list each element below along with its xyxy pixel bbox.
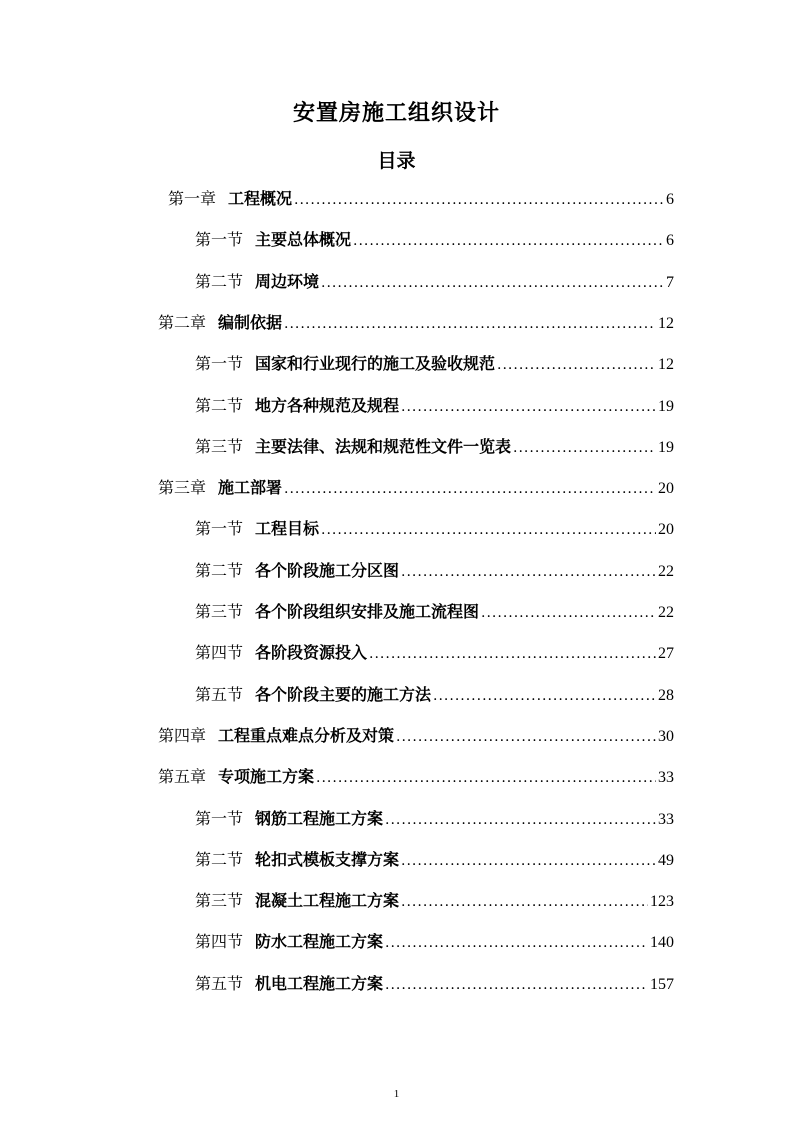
toc-section-entry[interactable]	[195, 351, 674, 375]
toc-entry-number: 第二章	[158, 313, 207, 332]
toc-section-entry[interactable]	[195, 516, 674, 540]
toc-dot-leader	[401, 853, 656, 869]
toc-entry-number: 第四节	[195, 932, 244, 951]
toc-entry-title: 周边环境	[255, 272, 320, 291]
toc-entry-page: 49	[658, 852, 674, 869]
toc-entry-page: 33	[658, 769, 674, 786]
toc-entry-title: 国家和行业现行的施工及验收规范	[255, 354, 496, 373]
toc-entry-page: 12	[658, 315, 674, 332]
toc-dot-leader	[321, 522, 656, 538]
document-title: 安置房施工组织设计	[292, 101, 500, 126]
toc-section-entry[interactable]	[195, 434, 674, 458]
toc-entry-title: 工程重点难点分析及对策	[218, 726, 395, 745]
toc-entry-title: 机电工程施工方案	[255, 974, 384, 993]
toc-dot-leader	[497, 357, 656, 373]
toc-entry-page: 28	[658, 687, 674, 704]
toc-section-entry[interactable]	[195, 682, 674, 706]
toc-entry-title: 工程目标	[255, 519, 320, 538]
toc-entry-number: 第三章	[158, 478, 207, 497]
toc-entry-title: 各个阶段主要的施工方法	[255, 685, 432, 704]
toc-entry-title: 地方各种规范及规程	[255, 396, 400, 415]
toc-entry-page: 22	[658, 604, 674, 621]
toc-dot-leader	[433, 688, 656, 704]
toc-dot-leader	[294, 192, 664, 208]
toc-dot-leader	[385, 935, 648, 951]
toc-entry-page: 123	[650, 893, 674, 910]
toc-section-entry[interactable]	[195, 393, 674, 417]
toc-section-entry[interactable]	[195, 847, 674, 871]
toc-dot-leader	[385, 977, 648, 993]
toc-section-entry[interactable]	[195, 806, 674, 830]
toc-dot-leader	[321, 275, 664, 291]
toc-entry-number: 第二节	[195, 272, 244, 291]
toc-chapter-entry[interactable]	[168, 186, 674, 210]
toc-chapter-entry[interactable]	[158, 310, 674, 334]
toc-chapter-entry[interactable]	[158, 764, 674, 788]
toc-section-entry[interactable]	[195, 929, 674, 953]
toc-entry-number: 第三节	[195, 602, 244, 621]
toc-entry-title: 主要法律、法规和规范性文件一览表	[255, 437, 512, 456]
toc-entry-title: 各个阶段施工分区图	[255, 561, 400, 580]
toc-section-entry[interactable]	[195, 971, 674, 995]
toc-dot-leader	[481, 605, 656, 621]
toc-entry-page: 33	[658, 811, 674, 828]
toc-section-entry[interactable]	[195, 888, 674, 912]
toc-entry-page: 7	[666, 274, 674, 291]
toc-entry-number: 第五章	[158, 767, 207, 786]
toc-dot-leader	[284, 316, 656, 332]
toc-entry-page: 20	[658, 480, 674, 497]
toc-entry-title: 编制依据	[218, 313, 283, 332]
toc-entry-number: 第二节	[195, 396, 244, 415]
toc-dot-leader	[513, 440, 656, 456]
toc-entry-number: 第一节	[195, 809, 244, 828]
toc-dot-leader	[401, 399, 656, 415]
toc-entry-title: 混凝土工程施工方案	[255, 891, 400, 910]
toc-entry-title: 工程概况	[228, 189, 293, 208]
toc-chapter-entry[interactable]	[158, 475, 674, 499]
toc-dot-leader	[401, 564, 656, 580]
toc-entry-number: 第二节	[195, 561, 244, 580]
toc-entry-page: 6	[666, 191, 674, 208]
toc-section-entry[interactable]	[195, 599, 674, 623]
toc-entry-number: 第一节	[195, 354, 244, 373]
toc-dot-leader	[396, 729, 656, 745]
toc-entry-page: 19	[658, 439, 674, 456]
toc-dot-leader	[369, 646, 656, 662]
toc-entry-page: 27	[658, 645, 674, 662]
toc-entry-number: 第四章	[158, 726, 207, 745]
toc-heading: 目录	[377, 150, 416, 172]
toc-entry-page: 6	[666, 232, 674, 249]
toc-entry-title: 专项施工方案	[218, 767, 315, 786]
toc-dot-leader	[385, 812, 656, 828]
toc-section-entry[interactable]	[195, 227, 674, 251]
toc-section-entry[interactable]	[195, 640, 674, 664]
toc-entry-title: 轮扣式模板支撑方案	[255, 850, 400, 869]
toc-entry-page: 157	[650, 976, 674, 993]
toc-entry-number: 第四节	[195, 643, 244, 662]
toc-section-entry[interactable]	[195, 558, 674, 582]
toc-entry-number: 第一节	[195, 230, 244, 249]
toc-section-entry[interactable]	[195, 269, 674, 293]
toc-entry-page: 22	[658, 563, 674, 580]
toc-entry-title: 施工部署	[218, 478, 283, 497]
page-number: 1	[393, 1088, 400, 1100]
toc-entry-number: 第一章	[168, 189, 217, 208]
toc-dot-leader	[316, 770, 656, 786]
toc-entry-page: 30	[658, 728, 674, 745]
toc-entry-title: 各个阶段组织安排及施工流程图	[255, 602, 480, 621]
toc-dot-leader	[284, 481, 656, 497]
toc-entry-number: 第一节	[195, 519, 244, 538]
toc-entry-number: 第二节	[195, 850, 244, 869]
toc-entry-number: 第三节	[195, 437, 244, 456]
toc-entry-page: 20	[658, 521, 674, 538]
toc-dot-leader	[401, 894, 648, 910]
toc-entry-page: 19	[658, 398, 674, 415]
toc-entry-title: 主要总体概况	[255, 230, 352, 249]
toc-entry-title: 钢筋工程施工方案	[255, 809, 384, 828]
toc-dot-leader	[353, 233, 664, 249]
toc-chapter-entry[interactable]	[158, 723, 674, 747]
toc-entry-number: 第五节	[195, 974, 244, 993]
toc-entry-page: 140	[650, 934, 674, 951]
toc-entry-number: 第三节	[195, 891, 244, 910]
toc-entry-page: 12	[658, 356, 674, 373]
toc-entry-title: 各阶段资源投入	[255, 643, 368, 662]
toc-entry-number: 第五节	[195, 685, 244, 704]
toc-entry-title: 防水工程施工方案	[255, 932, 384, 951]
